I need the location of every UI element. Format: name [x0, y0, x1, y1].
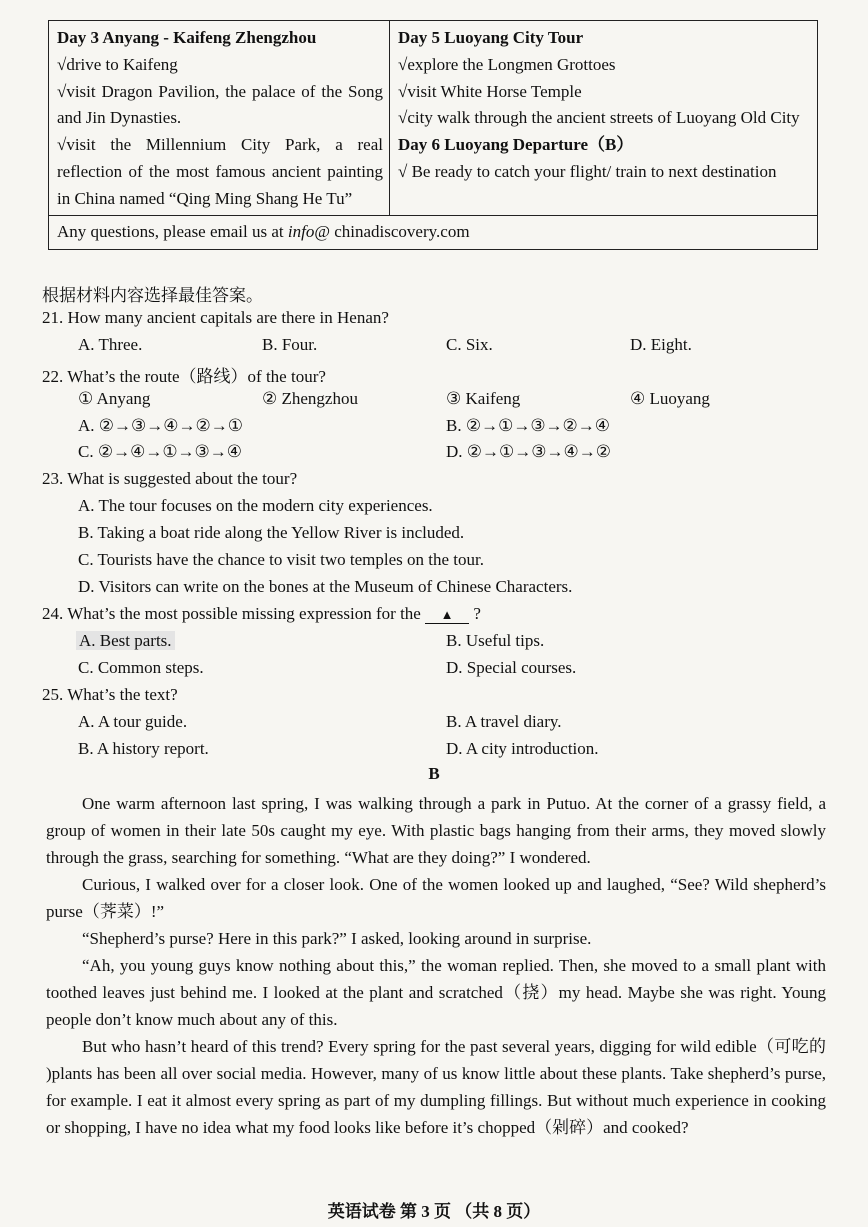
passage-paragraph-5: But who hasn’t heard of this trend? Every spring for the past several years, digging for wild edible（可吃的 )plants has been all over social media. However, many of us know little about these plants. Take shepherd’s purse, for example. I eat it almost every spring as part of my dumpling fillings. But without much experience in cooking or shopping, I have no idea what my food looks like before it’s chopped（剁碎）and cooked? — [46, 1037, 826, 1137]
q23-option-d: D. Visitors can write on the bones at the Museum of Chinese Characters. — [78, 577, 573, 596]
q24-option-a-wrap — [76, 631, 175, 651]
q24-text-before: 24. What’s the most possible missing expression for the — [42, 604, 426, 623]
q25-option-b: B. A travel diary. — [446, 712, 562, 731]
q24-option-b: B. Useful tips. — [446, 631, 545, 650]
day3-cell — [49, 21, 390, 216]
blank-triangle-icon: ▲ — [425, 607, 469, 624]
q22-option-c: C. ②→④→①→③→④ — [78, 442, 243, 461]
day3-item: √visit Dragon Pavilion, the palace of the Song and Jin Dynasties. — [57, 81, 383, 128]
day5-day6-cell — [390, 21, 818, 216]
day5-item: √city walk through the ancient streets of Luoyang Old City — [398, 108, 800, 128]
question-21: 21. How many ancient capitals are there in Henan? — [42, 308, 389, 327]
q22-option-b: B. ②→①→③→②→④ — [446, 416, 611, 435]
q22-place-1: ① Anyang — [78, 389, 151, 408]
question-23: 23. What is suggested about the tour? — [42, 469, 298, 488]
question-25: 25. What’s the text? — [42, 685, 178, 704]
q22-place-4: ④ Luoyang — [630, 389, 710, 408]
passage-paragraph-3: “Shepherd’s purse? Here in this park?” I asked, looking around in surprise. — [82, 929, 592, 948]
day3-title: Day 3 Anyang - Kaifeng Zhengzhou — [57, 28, 317, 47]
q24-option-c: C. Common steps. — [78, 658, 204, 677]
q22-option-d: D. ②→①→③→④→② — [446, 442, 611, 461]
contact-cell — [49, 215, 818, 250]
day5-title: Day 5 Luoyang City Tour — [398, 28, 584, 47]
instruction: 根据材料内容选择最佳答案。 — [42, 286, 263, 305]
q23-option-a: A. The tour focuses on the modern city experiences. — [78, 496, 433, 515]
question-22: 22. What’s the route（路线）of the tour? — [42, 367, 326, 386]
passage-paragraph-2: Curious, I walked over for a closer look. One of the women looked up and laughed, “See? Wild shepherd’s purse（荠菜）!” — [46, 875, 826, 921]
day3-item: √drive to Kaifeng — [57, 54, 178, 74]
q24-option-a: A. Best parts. — [76, 631, 175, 650]
q24-text-after: ? — [469, 604, 481, 623]
day6-title: Day 6 Luoyang Departure（B） — [398, 135, 634, 155]
q22-place-2: ② Zhengzhou — [262, 389, 358, 408]
q21-option-d: D. Eight. — [630, 335, 692, 354]
passage-paragraph-4: “Ah, you young guys know nothing about this,” the woman replied. Then, she moved to a small plant with toothed leaves just behind me. I looked at the plant and scratched（挠）my head. Maybe she was right. Young people don’t know much about any of this. — [46, 956, 826, 1029]
section-b-label: B — [428, 764, 440, 783]
q25-option-c: B. A history report. — [78, 739, 209, 758]
q23-option-c: C. Tourists have the chance to visit two temples on the tour. — [78, 550, 484, 569]
contact-email-domain: @ chinadiscovery.com — [314, 221, 470, 241]
q21-option-c: C. Six. — [446, 335, 493, 354]
q25-option-d: D. A city introduction. — [446, 739, 599, 758]
q23-option-b: B. Taking a boat ride along the Yellow River is included. — [78, 523, 465, 542]
q22-option-a: A. ②→③→④→②→① — [78, 416, 243, 435]
itinerary-table — [48, 20, 818, 250]
passage-paragraph-1: One warm afternoon last spring, I was walking through a park in Putuo. At the corner of a grassy field, a group of women in their late 50s caught my eye. With plastic bags hanging from their arms, they moved slowly through the grass, searching for something. “What are they doing?” I wondered. — [46, 794, 826, 867]
day5-item: √visit White Horse Temple — [398, 81, 582, 101]
page-footer: 英语试卷 第 3 页 （共 8 页） — [327, 1202, 541, 1221]
day5-item: √explore the Longmen Grottoes — [398, 54, 616, 74]
question-24 — [42, 604, 481, 624]
q22-place-3: ③ Kaifeng — [446, 389, 521, 408]
q21-option-b: B. Four. — [262, 335, 318, 354]
day6-item: √ Be ready to catch your flight/ train to next destination — [398, 161, 777, 181]
day3-item: √visit the Millennium City Park, a real reflection of the most famous ancient painting in China named “Qing Ming Shang He Tu” — [57, 135, 383, 208]
q24-option-d: D. Special courses. — [446, 658, 577, 677]
contact-email-user: info — [287, 221, 315, 241]
contact-prefix: Any questions, please email us at — [57, 221, 288, 241]
q21-option-a: A. Three. — [78, 335, 143, 354]
q25-option-a: A. A tour guide. — [78, 712, 188, 731]
